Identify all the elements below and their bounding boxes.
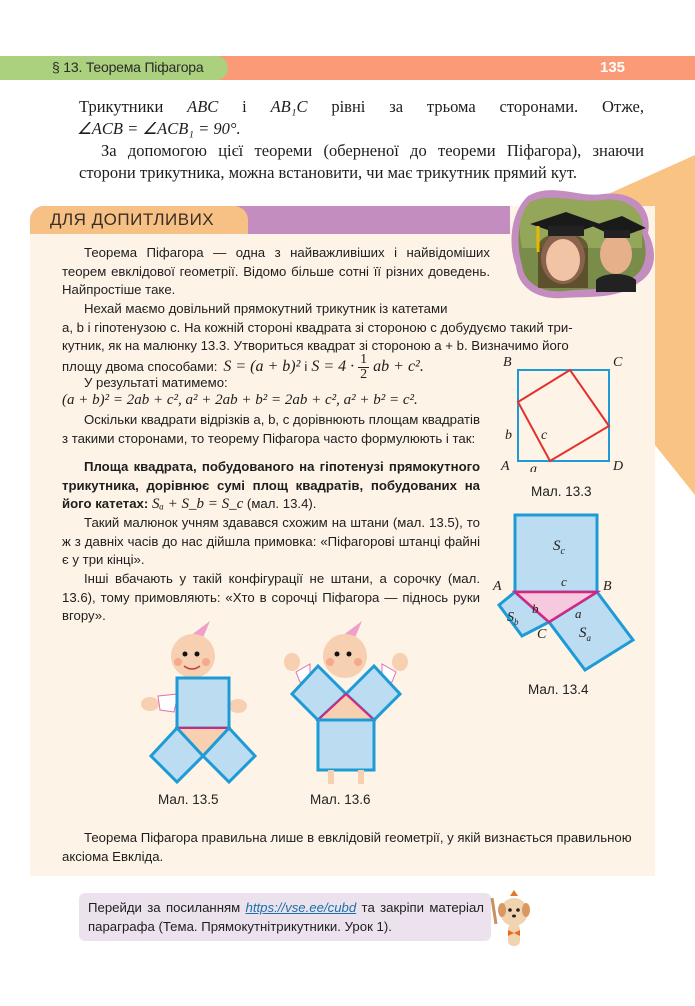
panel-paragraph-5: Інші вбачають у такій конфігурації не штани, а сорочку (мал. 13.6), тому примовляють: «Хто в сорочці Піфагора — піднось руки вгору». (62, 571, 480, 624)
caption-13-3: Мал. 13.3 (531, 484, 592, 499)
formula-area-2: S = 4 · (311, 358, 355, 376)
svg-text:Sa: $S_a$ (579, 625, 591, 643)
word: за (389, 97, 404, 116)
panel-paragraph-4: Такий малюнок учням здавався схожим на штани (мал. 13.5), то ж з давніх часів до нас дійшла примовка: «Піфагорові штанці файні є у три кінці». (62, 515, 480, 568)
word: рівні (331, 97, 366, 116)
label-b: b (505, 428, 512, 443)
link-box-text (88, 899, 484, 936)
intro-paragraph-2: За допомогою цієї теореми (оберненої до теореми Піфагора), знаючи сторони трикутника, можна встановити, чи має трикутник прямий кут. (79, 141, 644, 182)
intro-paragraph-1 (77, 96, 644, 140)
label-C: C (613, 355, 623, 370)
theorem-formula: Sₐ + S_b = S_c (151, 496, 244, 513)
page-number: 135 (600, 59, 626, 76)
result-intro: У результаті матимемо: (84, 375, 228, 390)
figure-13-5-pants (130, 616, 260, 786)
label-a: a (530, 462, 537, 472)
text: і (304, 359, 308, 375)
graduates-photo (508, 188, 658, 303)
theorem-statement (62, 458, 480, 514)
math-abc: ABC (187, 97, 219, 116)
result-formula: (a + b)² = 2ab + c², a² + 2ab + b² = 2ab + c², a² + b² = c². (62, 392, 418, 408)
figure-ref: (мал. 13.4). (246, 496, 317, 512)
lesson-link[interactable]: https://vse.ee/cubd (245, 900, 357, 915)
word: Трикутники (79, 97, 164, 116)
link-prefix: Перейди за посиланням (88, 900, 241, 915)
label-c: c (541, 428, 548, 443)
figure-13-4 (485, 510, 640, 680)
svg-text:c: c (561, 574, 567, 589)
panel-title: ДЛЯ ДОПИТЛИВИХ (50, 210, 215, 229)
label-B: B (503, 355, 512, 370)
math-ab1c: AB₁C (270, 97, 308, 116)
word: і (242, 97, 247, 116)
figure-13-3 (495, 352, 635, 472)
svg-text:Sc: $S_c$ (553, 538, 565, 557)
svg-text:B: B (603, 579, 612, 594)
text-line: Нехай маємо довільний прямокутний трикутник із катетами (84, 301, 448, 316)
panel-paragraph-3: Оскільки квадрати відрізків a, b, c дорівнюють площам квадратів з такими сторонами, то теорему Піфагора часто формулюють і так: (62, 412, 480, 446)
svg-text:b: b (532, 601, 539, 616)
word: Отже, (602, 97, 644, 116)
svg-text:A: A (493, 579, 502, 594)
numerator: 1 (360, 352, 368, 367)
panel-paragraph-1: Теорема Піфагора — одна з найважливіших і найвідоміших теорем евклідової геометрії. Відомо більше сотні її різних доведень. Найпростіше таке. (62, 245, 490, 298)
angle-equation: ∠ACB = ∠ACB₁ = 90°. (77, 119, 241, 138)
svg-text:a: a (575, 606, 582, 621)
panel-closing: Теорема Піфагора правильна лише в евклідовій геометрії, у якій визнається правильною аксіома Евкліда. (62, 830, 632, 864)
figure-13-6-shirt (282, 616, 412, 786)
text-line: кутник, як на малюнку 13.3. Утвориться квадрат зі стороною a + b. Визначимо його (62, 338, 569, 354)
meerkat-mascot-icon (488, 890, 538, 950)
caption-13-6: Мал. 13.6 (310, 792, 371, 807)
section-title: § 13. Теорема Піфагора (52, 59, 204, 75)
word: сторонами. (499, 97, 579, 116)
fraction-half (358, 353, 369, 382)
formula-area-2-suffix: ab + c². (373, 358, 424, 376)
text: площу двома способами: (62, 359, 218, 375)
caption-13-5: Мал. 13.5 (158, 792, 219, 807)
denominator: 2 (360, 367, 368, 382)
label-A: A (501, 459, 510, 472)
link-suffix: та закріпи матеріал параграфа (Тема. Прямокутнітрикутники. Урок 1). (88, 900, 484, 934)
word: трьома (426, 97, 476, 116)
panel-paragraph-2 (62, 300, 652, 356)
text-line: a, b і гіпотенузою c. На кожній стороні квадрата зі стороною c добудуємо такий три- (62, 319, 573, 335)
svg-text:Sb: $S_b$ (507, 610, 519, 627)
label-D: D (613, 459, 624, 472)
caption-13-4: Мал. 13.4 (528, 682, 589, 697)
theorem-bold: Площа квадрата, побудованого на гіпотенузі прямокутного трикутника, дорівнює сумі площ квадратів, побудованих на його катетах: (62, 459, 480, 512)
formula-area-1: S = (a + b)² (223, 358, 301, 376)
svg-text:C: C (537, 627, 547, 642)
